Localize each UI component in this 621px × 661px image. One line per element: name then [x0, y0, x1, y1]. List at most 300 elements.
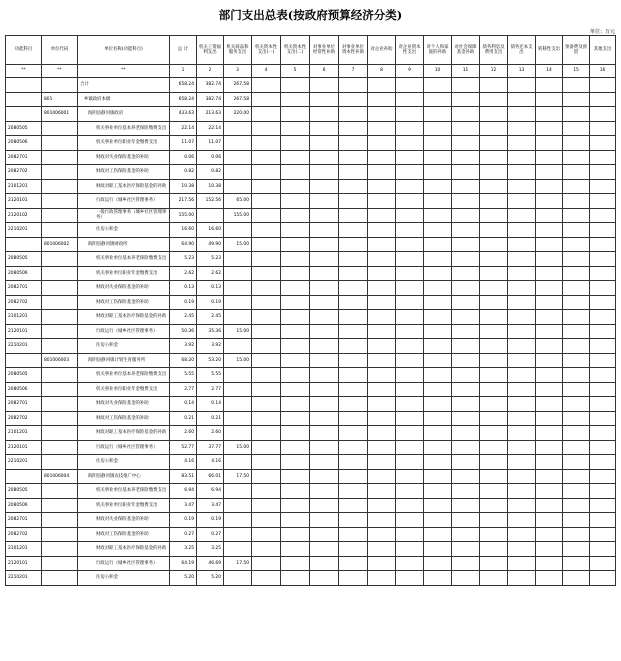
empty-cell	[281, 223, 310, 238]
column-header: 机关资本性支出(一)	[252, 36, 281, 65]
empty-cell	[563, 295, 590, 310]
empty-cell	[536, 121, 563, 136]
empty-cell	[339, 136, 368, 151]
empty-cell	[281, 353, 310, 368]
empty-cell	[368, 136, 396, 151]
goods-services-cell	[224, 484, 252, 499]
empty-cell	[281, 469, 310, 484]
empty-cell	[396, 455, 424, 470]
empty-cell	[424, 397, 452, 412]
empty-cell	[508, 223, 536, 238]
empty-cell	[590, 121, 616, 136]
unit-name-cell: 财政对失业保险基金的补助	[78, 281, 170, 296]
empty-cell	[252, 194, 281, 209]
empty-cell	[480, 324, 508, 339]
empty-cell	[396, 353, 424, 368]
empty-cell	[563, 382, 590, 397]
empty-cell	[252, 208, 281, 223]
empty-cell	[339, 527, 368, 542]
empty-cell	[590, 194, 616, 209]
empty-cell	[508, 107, 536, 122]
empty-cell	[424, 498, 452, 513]
empty-cell	[339, 165, 368, 180]
empty-cell	[563, 252, 590, 267]
empty-cell	[310, 484, 339, 499]
empty-cell	[252, 571, 281, 586]
unit-code-cell	[42, 281, 78, 296]
unit-name-cell: 行政运行（城乡社区管理事务）	[78, 194, 170, 209]
empty-cell	[563, 266, 590, 281]
empty-cell	[563, 165, 590, 180]
function-code-cell: 2120102	[6, 208, 42, 223]
unit-code-cell	[42, 223, 78, 238]
empty-cell	[480, 353, 508, 368]
empty-cell	[508, 440, 536, 455]
empty-cell	[339, 513, 368, 528]
empty-cell	[452, 295, 480, 310]
salary-welfare-cell: 0.21	[197, 411, 224, 426]
empty-cell	[480, 484, 508, 499]
empty-cell	[339, 310, 368, 325]
empty-cell	[339, 571, 368, 586]
empty-cell	[368, 571, 396, 586]
goods-services-cell	[224, 498, 252, 513]
empty-cell	[396, 324, 424, 339]
empty-cell	[508, 310, 536, 325]
table-row	[6, 440, 616, 455]
empty-cell	[396, 208, 424, 223]
empty-cell	[452, 223, 480, 238]
empty-cell	[424, 440, 452, 455]
empty-cell	[368, 339, 396, 354]
empty-cell	[310, 397, 339, 412]
empty-cell	[424, 107, 452, 122]
empty-cell	[368, 208, 396, 223]
goods-services-cell: 155.00	[224, 208, 252, 223]
empty-cell	[281, 266, 310, 281]
function-code-cell: 2080506	[6, 136, 42, 151]
empty-cell	[281, 527, 310, 542]
total-cell: 0.19	[170, 513, 197, 528]
empty-cell	[480, 252, 508, 267]
empty-cell	[396, 527, 424, 542]
empty-cell	[536, 527, 563, 542]
unit-code-cell	[42, 165, 78, 180]
column-index: 1	[170, 65, 197, 78]
empty-cell	[252, 78, 281, 93]
empty-cell	[480, 527, 508, 542]
empty-cell	[339, 426, 368, 441]
empty-cell	[452, 136, 480, 151]
empty-cell	[396, 237, 424, 252]
empty-cell	[480, 339, 508, 354]
total-cell: 433.63	[170, 107, 197, 122]
unit-code-cell: 801006003	[42, 353, 78, 368]
function-code-cell: 2080506	[6, 266, 42, 281]
unit-name-cell: 机关事业单位职业年金缴费支出	[78, 266, 170, 281]
empty-cell	[339, 339, 368, 354]
empty-cell	[508, 353, 536, 368]
empty-cell	[368, 295, 396, 310]
empty-cell	[396, 339, 424, 354]
salary-welfare-cell: 16.60	[197, 223, 224, 238]
unit-code-cell	[42, 368, 78, 383]
column-index: 2	[197, 65, 224, 78]
empty-cell	[396, 150, 424, 165]
empty-cell	[563, 107, 590, 122]
goods-services-cell	[224, 281, 252, 296]
empty-cell	[536, 107, 563, 122]
salary-welfare-cell: 213.63	[197, 107, 224, 122]
empty-cell	[368, 469, 396, 484]
empty-cell	[508, 469, 536, 484]
empty-cell	[452, 121, 480, 136]
empty-cell	[536, 92, 563, 107]
empty-cell	[368, 440, 396, 455]
column-header: 对事业单位资本性补助	[339, 36, 368, 65]
column-header: 单位代码	[42, 36, 78, 65]
table-row	[6, 136, 616, 151]
empty-cell	[396, 223, 424, 238]
empty-cell	[590, 281, 616, 296]
empty-cell	[281, 542, 310, 557]
total-cell: 68.20	[170, 353, 197, 368]
empty-cell	[252, 513, 281, 528]
unit-code-cell	[42, 426, 78, 441]
unit-name-cell: 住房公积金	[78, 455, 170, 470]
column-header: 预备费及预留	[563, 36, 590, 65]
salary-welfare-cell: 3.25	[197, 542, 224, 557]
empty-cell	[396, 121, 424, 136]
empty-cell	[536, 223, 563, 238]
empty-cell	[252, 455, 281, 470]
goods-services-cell	[224, 513, 252, 528]
table-row	[6, 295, 616, 310]
table-row	[6, 266, 616, 281]
salary-welfare-cell: 4.16	[197, 455, 224, 470]
empty-cell	[396, 281, 424, 296]
table-row	[6, 107, 616, 122]
empty-cell	[368, 411, 396, 426]
empty-cell	[508, 556, 536, 571]
unit-name-cell: 财政对职工基本医疗保险基金的补助	[78, 179, 170, 194]
empty-cell	[480, 295, 508, 310]
empty-cell	[480, 208, 508, 223]
empty-cell	[281, 382, 310, 397]
unit-name-cell: 行政运行（城乡社区管理事务）	[78, 440, 170, 455]
empty-cell	[252, 542, 281, 557]
unit-name-cell: 财政对职工基本医疗保险基金的补助	[78, 426, 170, 441]
empty-cell	[252, 121, 281, 136]
goods-services-cell	[224, 542, 252, 557]
total-cell: 22.14	[170, 121, 197, 136]
empty-cell	[452, 78, 480, 93]
function-code-cell: 2080506	[6, 382, 42, 397]
total-cell: 64.90	[170, 237, 197, 252]
empty-cell	[536, 411, 563, 426]
empty-cell	[281, 440, 310, 455]
empty-cell	[339, 92, 368, 107]
empty-cell	[563, 411, 590, 426]
empty-cell	[310, 440, 339, 455]
empty-cell	[424, 353, 452, 368]
empty-cell	[339, 121, 368, 136]
empty-cell	[310, 455, 339, 470]
empty-cell	[396, 266, 424, 281]
empty-cell	[590, 179, 616, 194]
column-index: 11	[452, 65, 480, 78]
empty-cell	[396, 179, 424, 194]
empty-cell	[339, 440, 368, 455]
empty-cell	[590, 527, 616, 542]
empty-cell	[281, 281, 310, 296]
table-row	[6, 498, 616, 513]
unit-name-cell: 机关事业单位基本养老保险缴费支出	[78, 252, 170, 267]
empty-cell	[281, 121, 310, 136]
empty-cell	[452, 150, 480, 165]
unit-name-cell: 合计	[78, 78, 170, 93]
empty-cell	[281, 426, 310, 441]
empty-cell	[310, 92, 339, 107]
empty-cell	[590, 295, 616, 310]
salary-welfare-cell: 66.01	[197, 469, 224, 484]
empty-cell	[563, 527, 590, 542]
empty-cell	[252, 382, 281, 397]
column-header: 债务还本支出	[508, 36, 536, 65]
goods-services-cell	[224, 121, 252, 136]
empty-cell	[563, 469, 590, 484]
goods-services-cell: 17.50	[224, 556, 252, 571]
empty-cell	[452, 411, 480, 426]
empty-cell	[508, 513, 536, 528]
empty-cell	[508, 382, 536, 397]
empty-cell	[252, 266, 281, 281]
empty-cell	[508, 78, 536, 93]
empty-cell	[339, 455, 368, 470]
function-code-cell	[6, 92, 42, 107]
empty-cell	[536, 368, 563, 383]
unit-code-cell	[42, 179, 78, 194]
empty-cell	[368, 150, 396, 165]
empty-cell	[339, 411, 368, 426]
unit-code-cell	[42, 542, 78, 557]
empty-cell	[480, 266, 508, 281]
empty-cell	[563, 179, 590, 194]
empty-cell	[368, 179, 396, 194]
unit-code-cell	[42, 78, 78, 93]
total-cell: 5.55	[170, 368, 197, 383]
function-code-cell: 2101201	[6, 426, 42, 441]
empty-cell	[281, 107, 310, 122]
table-row	[6, 92, 616, 107]
empty-cell	[563, 121, 590, 136]
unit-name-cell: 海阴县静河镇农技推广中心	[78, 469, 170, 484]
empty-cell	[508, 92, 536, 107]
table-row	[6, 310, 616, 325]
empty-cell	[368, 426, 396, 441]
empty-cell	[563, 281, 590, 296]
empty-cell	[508, 527, 536, 542]
empty-cell	[368, 121, 396, 136]
unit-name-cell: 住房公积金	[78, 223, 170, 238]
empty-cell	[339, 252, 368, 267]
empty-cell	[424, 179, 452, 194]
unit-name-cell: 机关事业单位职业年金缴费支出	[78, 498, 170, 513]
unit-code-cell	[42, 310, 78, 325]
total-cell: 0.14	[170, 397, 197, 412]
function-code-cell: 2082701	[6, 281, 42, 296]
empty-cell	[480, 571, 508, 586]
empty-cell	[590, 107, 616, 122]
empty-cell	[339, 382, 368, 397]
empty-cell	[281, 411, 310, 426]
function-code-cell: 2082702	[6, 165, 42, 180]
salary-welfare-cell: 3.92	[197, 339, 224, 354]
empty-cell	[310, 498, 339, 513]
unit-name-cell: 海阴县静河镇财政所	[78, 237, 170, 252]
total-cell: 0.19	[170, 295, 197, 310]
goods-services-cell	[224, 368, 252, 383]
empty-cell	[536, 78, 563, 93]
unit-name-cell: 财政对工伤保险基金的补助	[78, 527, 170, 542]
empty-cell	[590, 455, 616, 470]
empty-cell	[281, 165, 310, 180]
empty-cell	[563, 484, 590, 499]
empty-cell	[310, 295, 339, 310]
empty-cell	[252, 281, 281, 296]
empty-cell	[339, 179, 368, 194]
empty-cell	[536, 150, 563, 165]
table-row	[6, 426, 616, 441]
unit-code-cell	[42, 527, 78, 542]
empty-cell	[536, 179, 563, 194]
unit-code-cell	[42, 339, 78, 354]
total-cell: 0.82	[170, 165, 197, 180]
empty-cell	[480, 136, 508, 151]
empty-cell	[508, 498, 536, 513]
empty-cell	[536, 542, 563, 557]
column-index: 6	[310, 65, 339, 78]
empty-cell	[252, 324, 281, 339]
unit-name-cell: 财政对工伤保险基金的补助	[78, 165, 170, 180]
unit-code-cell	[42, 498, 78, 513]
total-cell: 0.13	[170, 281, 197, 296]
empty-cell	[310, 339, 339, 354]
table-row	[6, 368, 616, 383]
empty-cell	[310, 223, 339, 238]
empty-cell	[310, 237, 339, 252]
empty-cell	[424, 542, 452, 557]
function-code-cell: 2082701	[6, 397, 42, 412]
empty-cell	[536, 266, 563, 281]
table-row	[6, 455, 616, 470]
empty-cell	[252, 223, 281, 238]
salary-welfare-cell: 2.60	[197, 426, 224, 441]
empty-cell	[396, 556, 424, 571]
empty-cell	[396, 426, 424, 441]
empty-cell	[310, 121, 339, 136]
column-header: 其他支出	[590, 36, 616, 65]
empty-cell	[508, 571, 536, 586]
unit-code-cell: 801006001	[42, 107, 78, 122]
goods-services-cell	[224, 252, 252, 267]
empty-cell	[508, 150, 536, 165]
empty-cell	[424, 571, 452, 586]
empty-cell	[281, 78, 310, 93]
table-row	[6, 513, 616, 528]
empty-cell	[424, 527, 452, 542]
table-row	[6, 382, 616, 397]
empty-cell	[563, 513, 590, 528]
table-row	[6, 324, 616, 339]
unit-code-cell	[42, 136, 78, 151]
empty-cell	[424, 455, 452, 470]
total-cell: 2.62	[170, 266, 197, 281]
empty-cell	[590, 266, 616, 281]
empty-cell	[536, 295, 563, 310]
empty-cell	[563, 426, 590, 441]
function-code-cell: 2080505	[6, 484, 42, 499]
empty-cell	[424, 237, 452, 252]
unit-name-cell: 住房公积金	[78, 571, 170, 586]
empty-cell	[396, 107, 424, 122]
empty-cell	[396, 92, 424, 107]
empty-cell	[452, 498, 480, 513]
function-code-cell: 2082702	[6, 527, 42, 542]
empty-cell	[590, 440, 616, 455]
unit-code-cell	[42, 397, 78, 412]
empty-cell	[508, 455, 536, 470]
unit-code-cell: 801	[42, 92, 78, 107]
total-cell: 2.45	[170, 310, 197, 325]
empty-cell	[536, 165, 563, 180]
empty-cell	[339, 194, 368, 209]
function-code-cell: 2082702	[6, 411, 42, 426]
empty-cell	[424, 78, 452, 93]
empty-cell	[508, 339, 536, 354]
empty-cell	[310, 78, 339, 93]
empty-cell	[281, 368, 310, 383]
function-code-cell: 2210201	[6, 455, 42, 470]
empty-cell	[368, 353, 396, 368]
empty-cell	[563, 310, 590, 325]
empty-cell	[452, 208, 480, 223]
empty-cell	[480, 397, 508, 412]
empty-cell	[368, 194, 396, 209]
function-code-cell	[6, 469, 42, 484]
goods-services-cell: 17.50	[224, 469, 252, 484]
empty-cell	[252, 440, 281, 455]
empty-cell	[339, 397, 368, 412]
function-code-cell: 2210201	[6, 339, 42, 354]
empty-cell	[480, 165, 508, 180]
goods-services-cell	[224, 527, 252, 542]
empty-cell	[508, 194, 536, 209]
empty-cell	[508, 266, 536, 281]
goods-services-cell: 267.58	[224, 92, 252, 107]
empty-cell	[452, 527, 480, 542]
function-code-cell: 2210201	[6, 571, 42, 586]
empty-cell	[480, 498, 508, 513]
empty-cell	[452, 469, 480, 484]
empty-cell	[536, 397, 563, 412]
salary-welfare-cell	[197, 208, 224, 223]
salary-welfare-cell: 382.74	[197, 92, 224, 107]
total-cell: 10.38	[170, 179, 197, 194]
empty-cell	[452, 571, 480, 586]
column-index: 4	[252, 65, 281, 78]
empty-cell	[310, 542, 339, 557]
